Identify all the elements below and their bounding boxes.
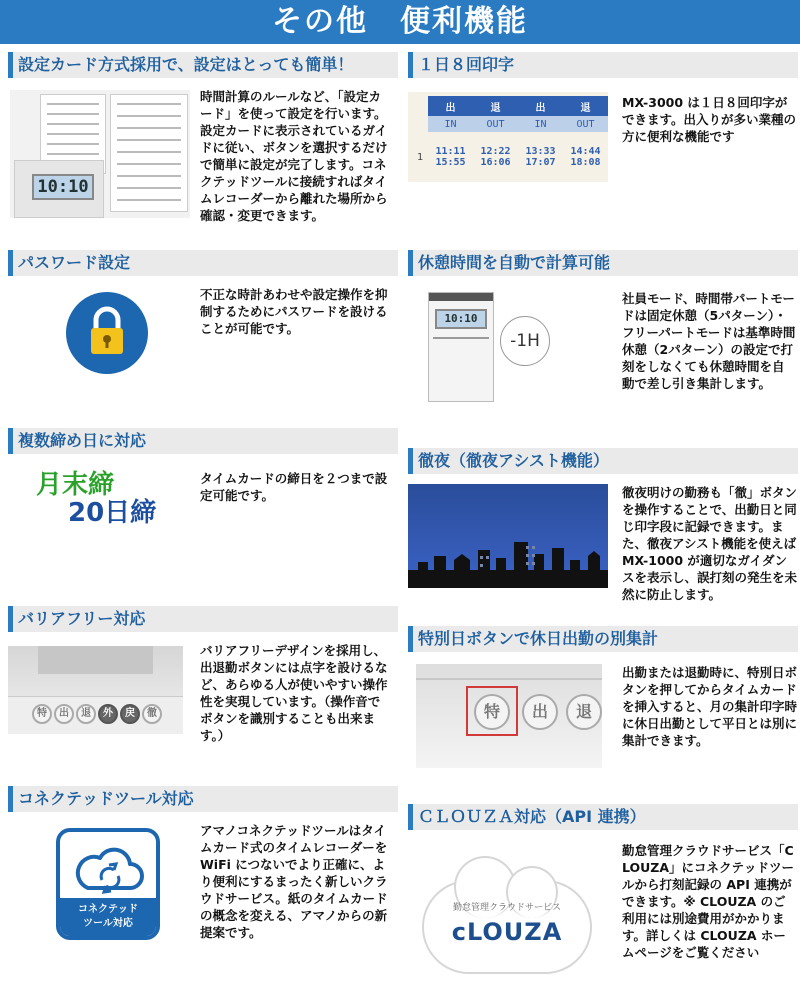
section-body: 徹夜明けの勤務も「徹」ボタンを操作することで、出勤日と同じ印字段に記録できます。また、徹夜アシスト機能を使えばMX-1000 が適切なガイダンスを表示し、誤打刻の発生を未然に防止します。	[622, 485, 798, 602]
clouza-cloud-image	[422, 880, 592, 974]
section-heading: 特別日ボタンで休日出勤の別集計	[408, 626, 798, 652]
section-body: 勤怠管理クラウドサービス「CLOUZA」にコネクテッドツールから打刻記録の API 連携ができます。※ CLOUZA のご利用には別途費用がかかります。詳しくは CLOUZA ホームページをご覧ください	[622, 843, 795, 960]
special-day-buttons-image	[416, 664, 602, 768]
special-day-button: 特	[474, 694, 510, 730]
cloud-sync-icon	[60, 836, 156, 906]
section-print8	[408, 52, 798, 238]
section-body: 出勤または退勤時に、特別日ボタンを押してからタイムカードを挿入すると、月の集計印字時に休日出勤として平日とは別に集計できます。	[622, 665, 798, 748]
punch-button: 出	[54, 704, 74, 724]
highlight-box	[466, 686, 518, 736]
barrier-free-device-image	[8, 646, 183, 734]
section-overnight	[408, 448, 798, 644]
table-header: 退	[563, 96, 608, 116]
section-multi-close	[8, 428, 398, 604]
table-subheader: OUT	[563, 116, 608, 132]
cloud-caption: 勤怠管理クラウドサービス	[452, 903, 561, 913]
table-subheader: IN	[518, 116, 563, 132]
table-header: 出	[518, 96, 563, 116]
table-header: 退	[473, 96, 518, 116]
section-break-auto	[408, 250, 798, 451]
section-heading: コネクテッドツール対応	[8, 786, 398, 812]
table-cell: 11:11 15:55	[435, 146, 466, 168]
section-settings-card	[8, 52, 398, 253]
table-day: 1	[416, 151, 424, 163]
page-banner: その他 便利機能	[0, 0, 800, 44]
section-body: 不正な時計あわせや設定操作を抑制するためにパスワードを設けることが可能です。	[200, 287, 388, 336]
section-clouza	[408, 804, 798, 1008]
clouza-logo: cLOUZA	[451, 918, 563, 946]
table-cell: 13:33 17:07	[525, 146, 556, 168]
badge-label: コネクテッド ツール対応	[60, 898, 156, 936]
connected-tool-badge	[56, 828, 160, 940]
section-heading: バリアフリー対応	[8, 606, 398, 632]
punch-button: 徹	[142, 704, 162, 724]
punch-table	[412, 96, 608, 168]
punch-button: 戻	[120, 704, 140, 724]
section-heading: 休憩時間を自動で計算可能	[408, 250, 798, 276]
section-heading: １日８回印字	[408, 52, 798, 78]
section-heading: 設定カード方式採用で、設定はとっても簡単！	[8, 52, 398, 78]
table-cell: 14:44 18:08	[570, 146, 601, 168]
clock-out-button: 退	[566, 694, 602, 730]
section-barrier-free	[8, 606, 398, 782]
punch-button: 特	[32, 704, 52, 724]
table-header: 出	[428, 96, 473, 116]
section-body: 社員モード、時間帯パートモードは固定休憩（5パターン）・フリーパートモードは基準時間休憩（2パターン）の設定で打刻をしなくても休憩時間を自動で差し引き集計します。	[622, 291, 796, 391]
section-password	[8, 250, 398, 426]
lcd-display: 10:10	[435, 309, 487, 329]
lcd-display: 10:10	[32, 174, 94, 200]
closing-day-label-1: 月末締	[36, 470, 115, 500]
punch-button: 退	[76, 704, 96, 724]
section-heading: ＣＬＯＵＺＡ対応（API 連携）	[408, 804, 798, 830]
padlock-icon	[66, 292, 148, 374]
print-sample-card	[408, 92, 608, 182]
section-body: バリアフリーデザインを採用し、出退勤ボタンには点字を設けるなど、あらゆる人が使いやすい操作性を実現しています。（操作音でボタンを識別することも出来ます。）	[200, 643, 388, 743]
section-body: 時間計算のルールなど、「設定カード」を使って設定を行います。設定カードに表示されているガイドに従い、ボタンを選択するだけで簡単に設定が完了します。コネクテッドツールに接続すればタイムレコーダーから離れた場所から確認・変更できます。	[200, 89, 388, 223]
punch-button: 外	[98, 704, 118, 724]
time-recorder-image	[428, 292, 494, 402]
table-subheader: OUT	[473, 116, 518, 132]
night-city-image	[408, 484, 608, 588]
break-bubble: -1H	[500, 316, 550, 366]
section-body: MX-3000 は１日８回印字ができます。出入りが多い業種の方に便利な機能です	[622, 95, 797, 144]
section-special-day	[408, 626, 798, 812]
settings-card-paper	[110, 94, 188, 212]
clock-in-button: 出	[522, 694, 558, 730]
section-heading: 徹夜（徹夜アシスト機能）	[408, 448, 798, 474]
section-body: アマノコネクテッドツールはタイムカード式のタイムレコーダーを WiFi につないでより正確に、より便利にするまったく新しいクラウドサービス。紙のタイムカードの概念を変える、アマノからの新提案です。	[200, 823, 388, 940]
settings-card-image	[10, 90, 190, 218]
section-heading: パスワード設定	[8, 250, 398, 276]
section-connected-tool	[8, 786, 398, 992]
section-body: タイムカードの締日を２つまで設定可能です。	[200, 471, 388, 503]
table-subheader: IN	[428, 116, 473, 132]
table-cell: 12:22 16:06	[480, 146, 511, 168]
closing-day-label-2: 20日締	[68, 498, 157, 528]
section-heading: 複数締め日に対応	[8, 428, 398, 454]
